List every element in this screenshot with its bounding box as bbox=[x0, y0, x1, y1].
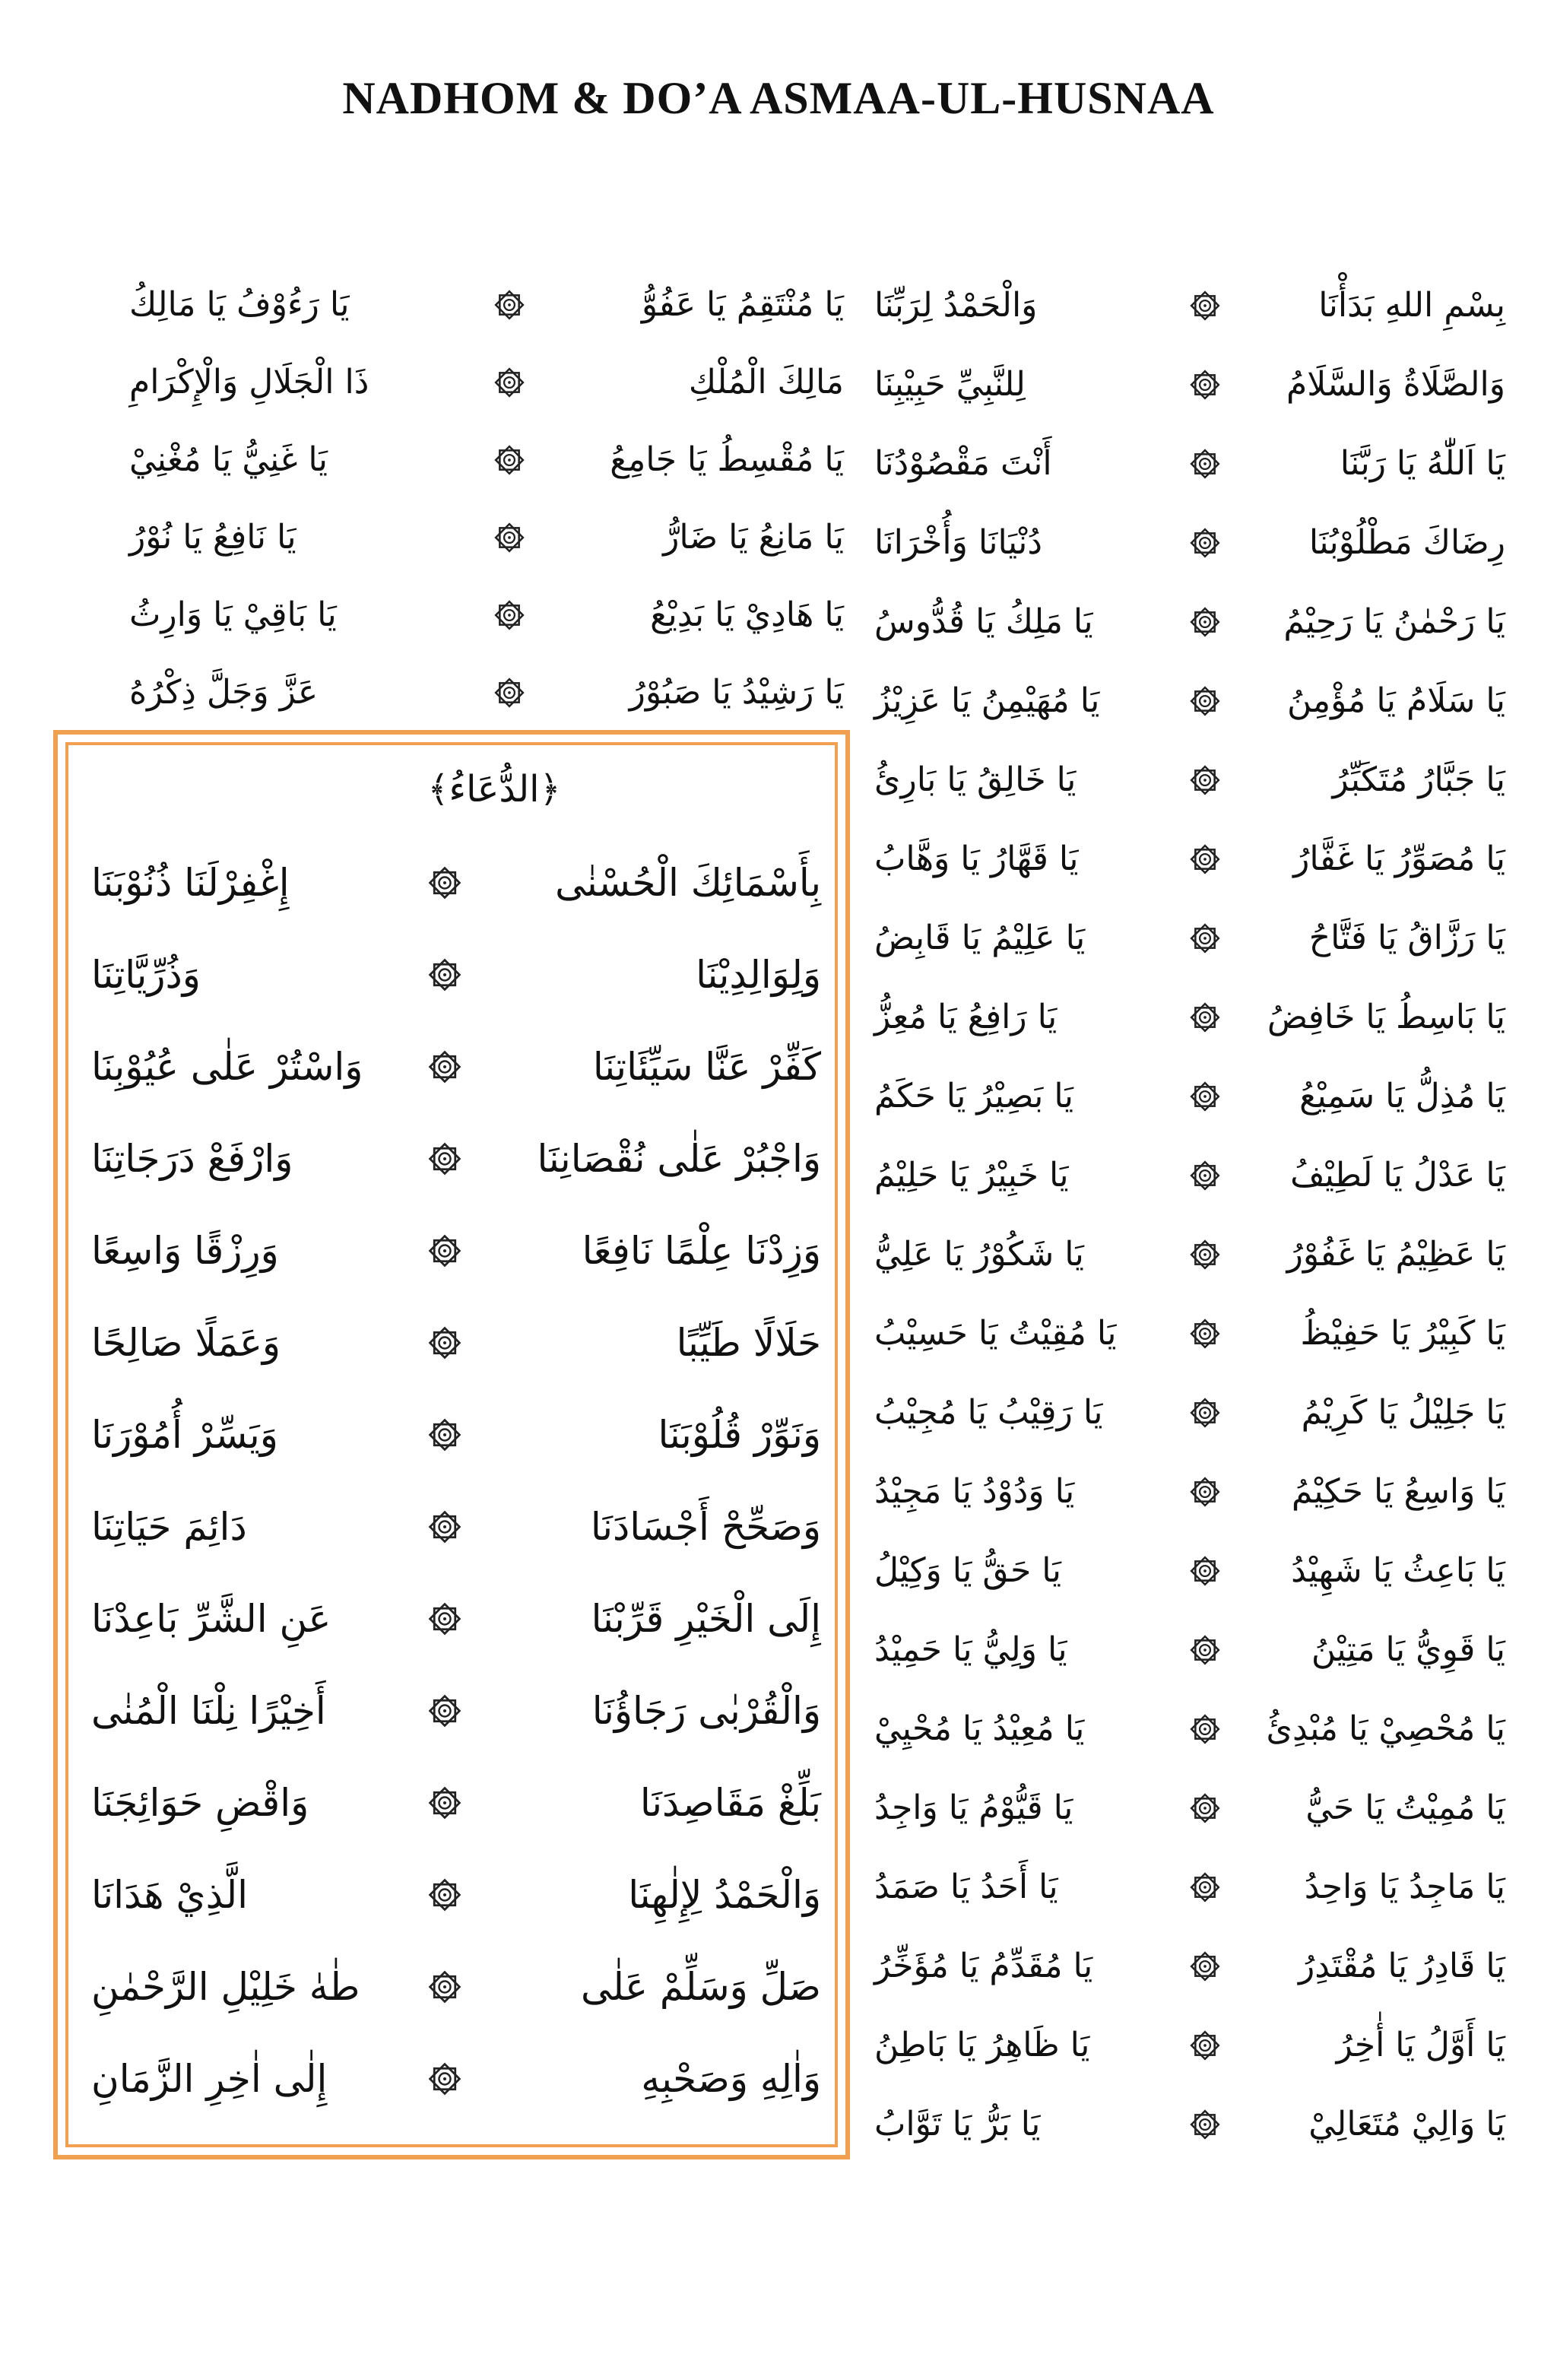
verse-second-half: عَنِ الشَّرِّ بَاعِدْنَا bbox=[91, 1596, 331, 1641]
verse-row bbox=[91, 928, 821, 1020]
verse-second-half: يَا نَافِعُ يَا نُوْرُ bbox=[129, 518, 296, 557]
star-ornament-icon bbox=[414, 1876, 475, 1914]
verse-row bbox=[129, 499, 844, 576]
verse-row bbox=[91, 2033, 821, 2125]
verse-row bbox=[91, 1664, 821, 1756]
verse-first-half: يَا قَوِيُّ يَا مَتِيْنُ bbox=[1311, 1630, 1505, 1669]
verse-first-half: وَلِوَالِدِيْنَا bbox=[696, 952, 821, 997]
verse-second-half: وَاسْتُرْ عَلٰى عُيُوْبِنَا bbox=[91, 1044, 363, 1089]
star-ornament-icon bbox=[1175, 1395, 1235, 1430]
star-ornament-icon bbox=[479, 675, 540, 710]
verse-second-half: طٰهٰ خَلِيْلِ الرَّحْمٰنِ bbox=[91, 1964, 360, 2009]
verse-first-half: وَالْقُرْبٰى رَجَاؤُنَا bbox=[591, 1688, 821, 1733]
verse-row bbox=[874, 662, 1505, 741]
verse-second-half: يَا أَحَدُ يَا صَمَدُ bbox=[874, 1868, 1058, 1906]
verse-row bbox=[874, 2085, 1505, 2164]
star-ornament-icon bbox=[1175, 1712, 1235, 1747]
star-ornament-icon bbox=[1175, 1237, 1235, 1272]
verse-second-half: يَا رَءُوْفُ يَا مَالِكُ bbox=[129, 285, 350, 324]
verse-second-half: أَنْتَ مَقْصُوْدُنَا bbox=[874, 444, 1052, 483]
verse-second-half: وَرِزْقًا وَاسِعًا bbox=[91, 1228, 279, 1273]
verse-second-half: يَا مَلِكُ يَا قُدُّوسُ bbox=[874, 602, 1093, 641]
star-ornament-icon bbox=[1175, 1633, 1235, 1668]
star-ornament-icon bbox=[1175, 1553, 1235, 1588]
verse-second-half: يَا خَبِيْرُ يَا حَلِيْمُ bbox=[874, 1156, 1069, 1195]
verse-second-half: يَا قَيُّوْمُ يَا وَاجِدُ bbox=[874, 1788, 1073, 1827]
verse-second-half: عَزَّ وَجَلَّ ذِكْرُهُ bbox=[129, 673, 319, 712]
verse-first-half: يَا مُنْتَقِمُ يَا عَفُوُّ bbox=[641, 285, 844, 324]
verse-row bbox=[91, 1572, 821, 1664]
star-ornament-icon bbox=[479, 598, 540, 633]
verse-second-half: وَعَمَلًا صَالِحًا bbox=[91, 1320, 281, 1365]
star-ornament-icon bbox=[414, 864, 475, 902]
verse-second-half: وَذُرِّيَّاتِنَا bbox=[91, 952, 201, 997]
star-ornament-icon bbox=[414, 2060, 475, 2098]
verse-row bbox=[129, 421, 844, 499]
verse-first-half: يَا بَاعِثُ يَا شَهِيْدُ bbox=[1291, 1551, 1505, 1590]
star-ornament-icon bbox=[1175, 1474, 1235, 1509]
star-ornament-icon bbox=[414, 956, 475, 994]
verse-row bbox=[874, 1690, 1505, 1769]
verse-row bbox=[874, 503, 1505, 582]
verse-first-half: حَلَالًا طَيِّبًا bbox=[676, 1320, 821, 1365]
verse-first-half: صَلِّ وَسَلِّمْ عَلٰى bbox=[580, 1964, 821, 2009]
verse-first-half: بَلِّغْ مَقَاصِدَنَا bbox=[639, 1780, 821, 1825]
verse-first-half: وَنَوِّرْ قُلُوْبَنَا bbox=[658, 1412, 821, 1457]
star-ornament-icon bbox=[1175, 367, 1235, 402]
verse-first-half: وَاجْبُرْ عَلٰى نُقْصَانِنَا bbox=[537, 1136, 821, 1181]
verse-row bbox=[874, 1610, 1505, 1690]
verse-first-half: يَا عَظِيْمُ يَا غَفُوْرُ bbox=[1286, 1235, 1505, 1274]
verse-row bbox=[91, 1296, 821, 1388]
verse-second-half: يَا مُعِيْدُ يَا مُحْيِيْ bbox=[874, 1709, 1085, 1748]
verse-first-half: وَالصَّلَاةُ وَالسَّلَامُ bbox=[1286, 365, 1505, 404]
verse-second-half: دُنْيَانَا وَأُخْرَانَا bbox=[874, 523, 1042, 562]
verse-second-half: يَا مُقِيْتُ يَا حَسِيْبُ bbox=[874, 1314, 1117, 1353]
star-ornament-icon bbox=[1175, 2107, 1235, 2142]
verse-first-half: إِلَى الْخَيْرِ قَرِّبْنَا bbox=[591, 1596, 821, 1641]
star-ornament-icon bbox=[1175, 1791, 1235, 1826]
verse-row bbox=[91, 1112, 821, 1204]
verse-first-half: يَا مَانِعُ يَا ضَارُّ bbox=[663, 518, 844, 557]
verse-row bbox=[874, 1927, 1505, 2006]
verse-first-half: بِأَسْمَائِكَ الْحُسْنٰى bbox=[555, 860, 821, 905]
star-ornament-icon bbox=[1175, 763, 1235, 798]
verse-row bbox=[91, 1940, 821, 2033]
verse-row bbox=[874, 424, 1505, 503]
verse-first-half: يَا أَوَّلُ يَا أٰخِرُ bbox=[1336, 2026, 1505, 2064]
page-title: NADHOM & DO’A ASMAA-UL-HUSNAA bbox=[342, 73, 1215, 123]
verse-second-half: يَا بَصِيْرُ يَا حَكَمُ bbox=[874, 1077, 1074, 1115]
verse-second-half: لِلنَّبِيِّ حَبِيْبِنَا bbox=[874, 365, 1026, 404]
star-ornament-icon bbox=[1175, 684, 1235, 719]
verse-row bbox=[129, 576, 844, 654]
verse-second-half: يَا بَاقِيْ يَا وَارِثُ bbox=[129, 595, 337, 634]
verse-second-half: يَا عَلِيْمُ يَا قَابِضُ bbox=[874, 919, 1086, 957]
verse-second-half: يَا وَلِيُّ يَا حَمِيْدُ bbox=[874, 1630, 1067, 1669]
verse-first-half: يَا وَالِيْ مُتَعَالِيْ bbox=[1308, 2105, 1505, 2144]
star-ornament-icon bbox=[1175, 1158, 1235, 1193]
verse-row bbox=[91, 1204, 821, 1296]
verse-row bbox=[874, 1136, 1505, 1215]
star-ornament-icon bbox=[1175, 525, 1235, 560]
verse-first-half: يَا بَاسِطُ يَا خَافِضُ bbox=[1267, 998, 1505, 1036]
verse-first-half: يَا جَبَّارُ مُتَكَبِّرُ bbox=[1332, 760, 1505, 799]
star-ornament-icon bbox=[479, 365, 540, 400]
star-ornament-icon bbox=[1175, 921, 1235, 956]
star-ornament-icon bbox=[414, 1416, 475, 1454]
star-ornament-icon bbox=[479, 443, 540, 478]
asma-right-column bbox=[874, 266, 1505, 2167]
verse-first-half: يَا هَادِيْ يَا بَدِيْعُ bbox=[650, 595, 844, 634]
verse-first-half: يَا اَللّٰهُ يَا رَبَّنَا bbox=[1340, 444, 1505, 483]
star-ornament-icon bbox=[414, 1140, 475, 1178]
verse-row bbox=[874, 820, 1505, 899]
star-ornament-icon bbox=[1175, 605, 1235, 639]
verse-row bbox=[874, 2006, 1505, 2085]
verse-row bbox=[91, 1848, 821, 1940]
verse-first-half: يَا مُصَوِّرُ يَا غَفَّارُ bbox=[1293, 839, 1505, 878]
doa-column bbox=[91, 836, 821, 2144]
star-ornament-icon bbox=[1175, 842, 1235, 877]
star-ornament-icon bbox=[414, 1048, 475, 1086]
star-ornament-icon bbox=[1175, 2028, 1235, 2063]
verse-second-half: إِغْفِرْلَنَا ذُنُوْبَنَا bbox=[91, 860, 290, 905]
verse-row bbox=[129, 266, 844, 344]
verse-second-half: يَا شَكُوْرُ يَا عَلِيُّ bbox=[874, 1235, 1084, 1274]
verse-row bbox=[874, 1531, 1505, 1610]
verse-row bbox=[91, 1020, 821, 1112]
verse-second-half: وَيَسِّرْ أُمُوْرَنَا bbox=[91, 1412, 278, 1457]
verse-second-half: وَالْحَمْدُ لِرَبِّنَا bbox=[874, 286, 1038, 325]
verse-first-half: بِسْمِ اللهِ بَدَأْنَا bbox=[1318, 286, 1505, 325]
verse-first-half: وَاٰلِهِ وَصَحْبِهِ bbox=[641, 2056, 821, 2101]
verse-first-half: وَصَحِّحْ أَجْسَادَنَا bbox=[590, 1504, 821, 1549]
verse-first-half: يَا مُمِيْتُ يَا حَيُّ bbox=[1305, 1788, 1505, 1827]
doa-title: ﴿الدُّعَاءُ﴾ bbox=[427, 768, 561, 811]
star-ornament-icon bbox=[1175, 1000, 1235, 1035]
verse-row bbox=[874, 1769, 1505, 1848]
verse-second-half: أَخِيْرًا نِلْنَا الْمُنٰى bbox=[91, 1688, 326, 1733]
verse-second-half: يَا حَقُّ يَا وَكِيْلُ bbox=[874, 1551, 1061, 1590]
star-ornament-icon bbox=[1175, 1949, 1235, 1984]
star-ornament-icon bbox=[479, 520, 540, 555]
star-ornament-icon bbox=[414, 1600, 475, 1638]
star-ornament-icon bbox=[1175, 1079, 1235, 1114]
verse-first-half: يَا سَلَامُ يَا مُؤْمِنُ bbox=[1287, 681, 1505, 720]
verse-second-half: وَاقْضِ حَوَائِجَنَا bbox=[91, 1780, 309, 1825]
verse-first-half: يَا مُحْصِيْ يَا مُبْدِئُ bbox=[1266, 1709, 1505, 1748]
verse-first-half: يَا قَادِرُ يَا مُقْتَدِرُ bbox=[1299, 1947, 1505, 1985]
verse-second-half: وَارْفَعْ دَرَجَاتِنَا bbox=[91, 1136, 293, 1181]
verse-second-half: يَا وَدُوْدُ يَا مَجِيْدُ bbox=[874, 1472, 1075, 1511]
verse-first-half: كَفِّرْ عَنَّا سَيِّئَاتِنَا bbox=[592, 1044, 821, 1089]
verse-first-half: يَا رَشِيْدُ يَا صَبُوْرُ bbox=[629, 673, 844, 712]
verse-first-half: يَا عَدْلُ يَا لَطِيْفُ bbox=[1290, 1156, 1505, 1195]
verse-row bbox=[91, 1480, 821, 1572]
verse-first-half: يَا مَاجِدُ يَا وَاحِدُ bbox=[1304, 1868, 1505, 1906]
verse-first-half: يَا مُذِلُّ يَا سَمِيْعُ bbox=[1299, 1077, 1505, 1115]
verse-second-half: يَا غَنِيُّ يَا مُغْنِيْ bbox=[129, 440, 328, 479]
verse-row bbox=[874, 1373, 1505, 1452]
verse-row bbox=[874, 1294, 1505, 1373]
verse-second-half: يَا رَافِعُ يَا مُعِزُّ bbox=[874, 998, 1058, 1036]
verse-row bbox=[874, 741, 1505, 820]
verse-row bbox=[129, 654, 844, 731]
verse-row bbox=[91, 836, 821, 928]
asma-left-column bbox=[129, 266, 844, 722]
verse-first-half: مَالِكَ الْمُلْكِ bbox=[688, 363, 844, 401]
verse-second-half: يَا رَقِيْبُ يَا مُجِيْبُ bbox=[874, 1393, 1103, 1432]
verse-first-half: يَا جَلِيْلُ يَا كَرِيْمُ bbox=[1301, 1393, 1505, 1432]
star-ornament-icon bbox=[414, 1692, 475, 1730]
verse-second-half: يَا ظَاهِرُ يَا بَاطِنُ bbox=[874, 2026, 1090, 2064]
verse-second-half: إِلٰى اٰخِرِ الزَّمَانِ bbox=[91, 2056, 328, 2101]
star-ornament-icon bbox=[1175, 446, 1235, 481]
verse-second-half: يَا مُهَيْمِنُ يَا عَزِيْزُ bbox=[874, 681, 1100, 720]
verse-row bbox=[874, 899, 1505, 978]
verse-first-half: يَا رَزَّاقُ يَا فَتَّاحُ bbox=[1308, 919, 1505, 957]
verse-first-half: يَا رَحْمٰنُ يَا رَحِيْمُ bbox=[1283, 602, 1505, 641]
star-ornament-icon bbox=[1175, 288, 1235, 323]
verse-row bbox=[874, 345, 1505, 424]
verse-row bbox=[129, 344, 844, 421]
verse-row bbox=[874, 266, 1505, 345]
verse-second-half: ذَا الْجَلَالِ وَالْإِكْرَامِ bbox=[129, 363, 369, 401]
star-ornament-icon bbox=[414, 1508, 475, 1546]
star-ornament-icon bbox=[414, 1232, 475, 1270]
verse-second-half: يَا خَالِقُ يَا بَارِئُ bbox=[874, 760, 1077, 799]
verse-first-half: وَزِدْنَا عِلْمًا نَافِعًا bbox=[582, 1228, 821, 1273]
verse-second-half: يَا بَرُّ يَا تَوَّابُ bbox=[874, 2105, 1041, 2144]
verse-row bbox=[874, 1215, 1505, 1294]
star-ornament-icon bbox=[1175, 1870, 1235, 1905]
verse-row bbox=[874, 582, 1505, 662]
verse-row bbox=[874, 1848, 1505, 1927]
verse-second-half: يَا مُقَدِّمُ يَا مُؤَخِّرُ bbox=[874, 1947, 1093, 1985]
verse-first-half: يَا كَبِيْرُ يَا حَفِيْظُ bbox=[1300, 1314, 1505, 1353]
verse-second-half: دَائِمَ حَيَاتِنَا bbox=[91, 1504, 247, 1549]
verse-row bbox=[874, 1452, 1505, 1531]
verse-second-half: يَا قَهَّارُ يَا وَهَّابُ bbox=[874, 839, 1079, 878]
star-ornament-icon bbox=[414, 1784, 475, 1822]
verse-first-half: رِضَاكَ مَطْلُوْبُنَا bbox=[1308, 523, 1505, 562]
verse-first-half: يَا وَاسِعُ يَا حَكِيْمُ bbox=[1291, 1472, 1505, 1511]
verse-second-half: الَّذِيْ هَدَانَا bbox=[91, 1872, 249, 1917]
verse-row bbox=[874, 1057, 1505, 1136]
verse-row bbox=[91, 1388, 821, 1480]
star-ornament-icon bbox=[1175, 1316, 1235, 1351]
star-ornament-icon bbox=[479, 287, 540, 322]
verse-row bbox=[874, 978, 1505, 1057]
star-ornament-icon bbox=[414, 1968, 475, 2006]
verse-first-half: يَا مُقْسِطُ يَا جَامِعُ bbox=[610, 440, 844, 479]
verse-first-half: وَالْحَمْدُ لِإِلٰهِنَا bbox=[628, 1872, 821, 1917]
verse-row bbox=[91, 1756, 821, 1848]
star-ornament-icon bbox=[414, 1324, 475, 1362]
